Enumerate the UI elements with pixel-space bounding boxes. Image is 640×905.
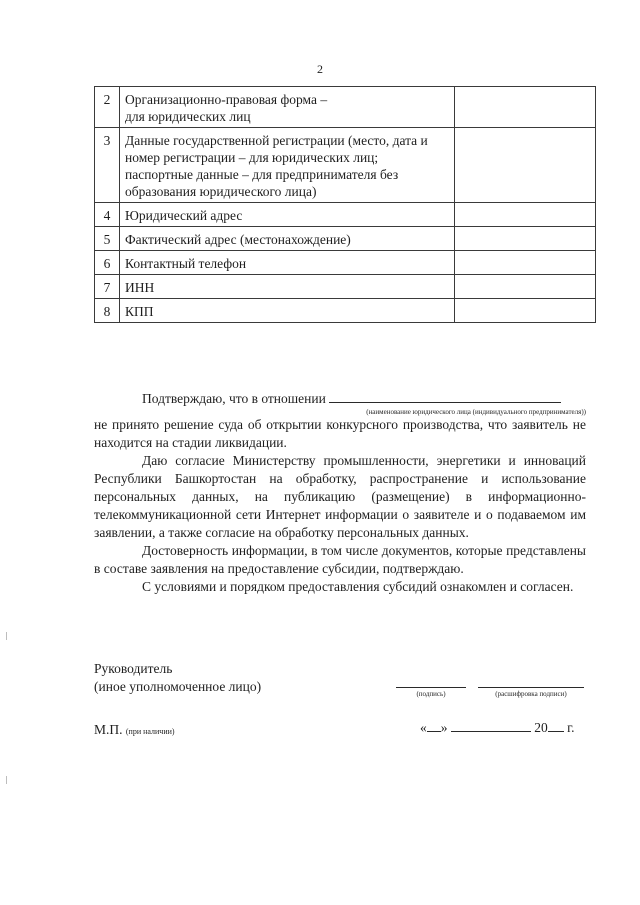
- table-row: [95, 251, 596, 275]
- row-value-cell[interactable]: [455, 251, 596, 275]
- row-label: Организационно-правовая форма – для юридических лиц: [120, 87, 455, 128]
- terms-paragraph: С условиями и порядком предоставления субсидий ознакомлен и согласен.: [142, 579, 574, 594]
- date-close-quote: »: [440, 720, 448, 735]
- row-number: 2: [95, 87, 120, 128]
- table-row: [95, 299, 596, 323]
- row-number: 4: [95, 203, 120, 227]
- day-field[interactable]: [427, 719, 441, 732]
- organization-name-line[interactable]: [329, 390, 561, 403]
- row-number: 7: [95, 275, 120, 299]
- confirm-rest: не принято решение суда об открытии конкурсного производства, что заявитель не находится на стадии ликвидации.: [94, 417, 586, 450]
- row-label: Фактический адрес (местонахождение): [120, 227, 455, 251]
- stamp-area: [94, 722, 175, 738]
- row-number: 8: [95, 299, 120, 323]
- row-number: 3: [95, 128, 120, 203]
- row-label: ИНН: [120, 275, 455, 299]
- year-prefix: 20: [534, 720, 548, 735]
- row-value-cell[interactable]: [455, 203, 596, 227]
- table-row: [95, 87, 596, 128]
- table-row: [95, 128, 596, 203]
- scan-margin-mark: [6, 776, 7, 784]
- confirm-lead: Подтверждаю, что в отношении: [142, 391, 326, 406]
- accuracy-paragraph: Достоверность информации, в том числе документов, которые представлены в составе заявления на предоставление субсидии, подтверждаю.: [94, 543, 586, 576]
- applicant-info-table: [94, 86, 596, 323]
- organization-name-hint: (наименование юридического лица (индивидуального предпринимателя)): [366, 408, 586, 416]
- signature-decoding-hint: (расшифровка подписи): [495, 690, 567, 698]
- row-value-cell[interactable]: [455, 299, 596, 323]
- date-open-quote: «: [420, 720, 427, 735]
- signature-line[interactable]: [396, 686, 466, 688]
- year-field[interactable]: [548, 719, 564, 732]
- table-row: [95, 227, 596, 251]
- stamp-note: (при наличии): [125, 727, 175, 736]
- confirm-paragraph: [94, 390, 586, 408]
- month-field[interactable]: [451, 719, 531, 732]
- table-row: [95, 203, 596, 227]
- date-line: [420, 719, 575, 736]
- scan-margin-mark: [6, 632, 7, 640]
- row-value-cell[interactable]: [455, 128, 596, 203]
- row-label: Данные государственной регистрации (место, дата и номер регистрации – для юридических лиц; паспортные данные – для предпринимателя без образования юридического лица): [120, 128, 455, 203]
- signature-hint: (подпись): [416, 690, 446, 698]
- year-suffix: г.: [567, 720, 575, 735]
- row-value-cell[interactable]: [455, 87, 596, 128]
- declarations: [94, 390, 586, 596]
- signatory-role-note: (иное уполномоченное лицо): [94, 679, 262, 694]
- row-label: Контактный телефон: [120, 251, 455, 275]
- table-row: [95, 275, 596, 299]
- signature-decoding-line[interactable]: [478, 686, 584, 688]
- row-label: КПП: [120, 299, 455, 323]
- row-label: Юридический адрес: [120, 203, 455, 227]
- consent-paragraph: Даю согласие Министерству промышленности, энергетики и инноваций Республики Башкортостан на обработку, распространение и использование персональных данных, на публикацию (размещение) в информационно-телекоммуникационной сети Интернет информации о заявителе и о подаваемом им заявлении, а также согласие на обработку персональных данных.: [94, 453, 586, 540]
- stamp-label: М.П.: [94, 722, 123, 737]
- page-number: 2: [317, 62, 323, 76]
- signatory-block: [94, 660, 261, 696]
- row-number: 5: [95, 227, 120, 251]
- row-value-cell[interactable]: [455, 275, 596, 299]
- signatory-role: Руководитель: [94, 661, 173, 676]
- row-number: 6: [95, 251, 120, 275]
- row-value-cell[interactable]: [455, 227, 596, 251]
